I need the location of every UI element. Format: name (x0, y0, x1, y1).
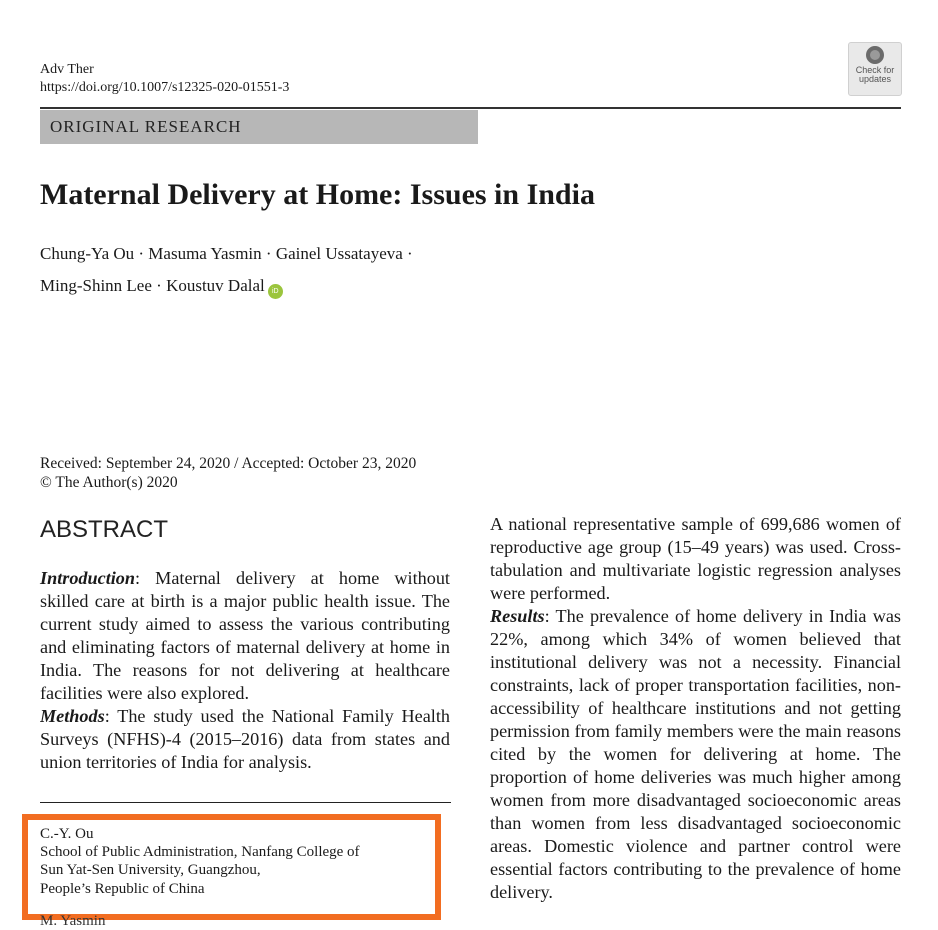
abstract-left-column (40, 567, 450, 774)
affiliation-line-2: Sun Yat-Sen University, Guangzhou, (40, 862, 261, 879)
results-paragraph (490, 605, 901, 904)
methods-continued: A national representative sample of 699,686 women of reproductive age group (15–49 years) was used. Cross-tabulation and multivariate logistic regression analyses were performed. (490, 514, 901, 603)
journal-name: Adv Ther (40, 62, 94, 77)
badge-label: Check for updates (855, 65, 895, 84)
orcid-icon[interactable]: iD (268, 284, 283, 299)
received-accepted: Received: September 24, 2020 / Accepted: October 23, 2020 (40, 455, 417, 472)
introduction-paragraph (40, 567, 450, 705)
introduction-label: Introduction (40, 568, 136, 588)
affiliation-next-author: M. Yasmin (40, 913, 106, 929)
results-text: : The prevalence of home delivery in India was 22%, among which 34% of women believed that institutional delivery was not a necessity. Financial constraints, lack of proper transportation facilities, non-accessibility of healthcare institutions and not getting permission from family members were the main reasons cited by the women for delivering at home. The proportion of home deliveries was much higher among women from more disadvantaged socioeconomic areas than women from less disadvantaged socioeconomic areas. Domestic violence and partner control were essential factors contributing to the prevalence of home delivery. (490, 606, 901, 902)
footnote-divider (40, 802, 451, 803)
affiliation-line-1: School of Public Administration, Nanfang College of (40, 844, 360, 861)
methods-text-part: : The study used the National Family Health Surveys (NFHS)-4 (2015–2016) data from states and union territories of India for analysis. (40, 706, 450, 772)
introduction-text: : Maternal delivery at home without skilled care at birth is a major public health issue. The current study aimed to assess the various contributing and eliminating factors of maternal delivery at home in India. The reasons for not delivering at healthcare facilities were also explored. (40, 568, 450, 703)
authors-line-1: Chung-Ya Ou · Masuma Yasmin · Gainel Ussatayeva · (40, 244, 413, 263)
abstract-heading: ABSTRACT (40, 516, 169, 543)
article-title: Maternal Delivery at Home: Issues in India (40, 178, 595, 211)
check-for-updates-badge[interactable] (848, 42, 902, 96)
abstract-right-column (490, 513, 901, 904)
journal-header (40, 61, 289, 97)
copyright: © The Author(s) 2020 (40, 474, 178, 491)
authors-line-2 (40, 270, 413, 302)
doi-link[interactable]: https://doi.org/10.1007/s12325-020-01551-3 (40, 80, 290, 95)
methods-label: Methods (40, 706, 105, 726)
affiliation-name: C.-Y. Ou (40, 826, 94, 842)
author-list (40, 238, 413, 302)
article-category: ORIGINAL RESEARCH (40, 110, 478, 144)
author-affiliation (40, 825, 430, 898)
update-icon (866, 46, 884, 64)
methods-paragraph (40, 705, 450, 774)
publication-dates (40, 454, 416, 492)
affiliation-line-3: People’s Republic of China (40, 880, 205, 897)
authors-line-2-text: Ming-Shinn Lee · Koustuv Dalal (40, 276, 265, 295)
results-label: Results (490, 606, 545, 626)
header-divider (40, 107, 901, 109)
